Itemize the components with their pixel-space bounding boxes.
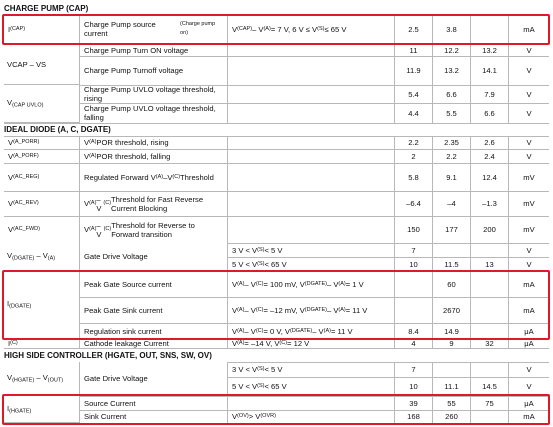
condition-cell: 5 V < V (S) < 65 V [227,377,394,396]
max-cell [470,323,508,339]
typ-cell: 5.5 [432,103,470,123]
typ-cell [432,243,470,257]
description-cell: Charge Pump UVLO voltage threshold, falling [79,103,227,123]
typ-cell: 2670 [432,297,470,323]
min-cell: 5.8 [394,163,432,191]
unit-cell: V [508,149,549,163]
max-cell: 7.9 [470,85,508,103]
max-cell: 2.6 [470,136,508,149]
min-cell: 168 [394,410,432,423]
max-cell: 2.4 [470,149,508,163]
min-cell: 4.4 [394,103,432,123]
unit-cell: V [508,103,549,123]
param-cell: V (AC_REV) [8,199,39,208]
max-cell [470,243,508,257]
table-row [4,396,549,411]
typ-cell: 13.2 [432,56,470,85]
param-idgate: $I_{(DGATE)}$ [4,271,79,339]
max-cell [470,297,508,323]
typ-cell [432,362,470,377]
min-cell: 7 [394,243,432,257]
condition-cell [227,44,394,56]
unit-cell: μA [508,396,549,410]
max-cell: 6.6 [470,103,508,123]
condition-cell: V (CAP) – V (A) = 7 V, 6 V ≤ V (S) ≤ 65 V [227,14,394,44]
unit-cell: mV [508,216,549,243]
unit-cell: V [508,136,549,149]
table-row [4,163,549,192]
min-cell: 150 [394,216,432,243]
typ-cell: 2.2 [432,149,470,163]
unit-cell: V [508,56,549,85]
description-cell: Regulation sink current [79,323,227,339]
min-cell: 5.4 [394,85,432,103]
max-cell [470,362,508,377]
max-cell [470,14,508,44]
min-cell: 10 [394,257,432,271]
condition-cell [227,85,394,103]
unit-cell: mA [508,14,549,44]
unit-cell: mV [508,191,549,216]
table-row [4,323,549,340]
unit-cell: μA [508,339,549,348]
typ-cell: 260 [432,410,470,423]
description-cell: V (A) –V (C) Threshold for Fast Reverse Current Blocking [79,191,227,216]
min-cell: 10 [394,377,432,396]
desc-hgate-drive: Gate Drive Voltage [79,362,227,396]
condition-cell [227,216,394,243]
table-row [4,271,549,298]
table-row [4,216,549,244]
max-cell: 75 [470,396,508,410]
condition-cell [227,136,394,149]
typ-cell: 9 [432,339,470,348]
condition-cell [227,56,394,85]
max-cell: 13.2 [470,44,508,56]
min-cell: 7 [394,362,432,377]
unit-cell: V [508,243,549,257]
param-cell: V (AC_REG) [8,172,40,182]
section-ideal-diode: IDEAL DIODE (A, C, DGATE) [4,123,549,137]
unit-cell: mV [508,163,549,191]
table-row [4,297,549,324]
condition-cell: 3 V < V (S) < 5 V [227,362,394,377]
max-cell [470,410,508,423]
typ-cell: 11.5 [432,257,470,271]
condition-cell: V (A) – V (C) = 100 mV, V (DGATE) – V (A) = 1 V [227,271,394,297]
param-vcap-uvlo: $V_{(CAP UVLO)}$ [4,85,79,123]
min-cell [394,297,432,323]
table-row [4,56,549,86]
unit-cell: V [508,85,549,103]
max-cell [470,271,508,297]
param-ihgate: $I_{(HGATE)}$ [4,396,79,423]
min-cell: 11.9 [394,56,432,85]
param-vcap-vs: VCAP – VS [4,44,79,85]
param-cell: V (A_PORR) [8,138,40,147]
unit-cell: μA [508,323,549,339]
table-row [4,136,549,150]
param-cell: I (CAP) [8,24,26,34]
typ-cell: 9.1 [432,163,470,191]
min-cell: 39 [394,396,432,410]
param-hgate-vout: $V_{(HGATE)} - V_{(OUT)}$ [4,362,79,396]
unit-cell: V [508,257,549,271]
table-row [4,103,549,124]
section-high-side: HIGH SIDE CONTROLLER (HGATE, OUT, SNS, SW, OV) [4,348,549,363]
description-cell: Charge Pump Turnoff voltage [79,56,227,85]
typ-cell: 3.8 [432,14,470,44]
condition-cell [227,103,394,123]
min-cell [394,271,432,297]
condition-cell: 3 V < V (S) < 5 V [227,243,394,257]
description-cell: Cathode leakage Current [79,339,227,348]
condition-cell: V (A) – V (C) = –12 mV, V (DGATE) – V (A) = 11 V [227,297,394,323]
table-row [4,410,549,424]
table-row [4,14,549,45]
typ-cell: 14.9 [432,323,470,339]
unit-cell: mA [508,410,549,423]
max-cell: 14.1 [470,56,508,85]
table-row [4,85,549,104]
max-cell: –1.3 [470,191,508,216]
description-cell: V (A) –V (C) Threshold for Reverse to Forward transition [79,216,227,243]
typ-cell: 12.2 [432,44,470,56]
typ-cell: –4 [432,191,470,216]
description-cell: Source Current [79,396,227,410]
min-cell: 4 [394,339,432,348]
max-cell: 32 [470,339,508,348]
unit-cell: V [508,362,549,377]
condition-cell [227,149,394,163]
param-cell: V (A_PORF) [8,151,39,161]
description-cell: V (A) POR threshold, falling [79,149,227,163]
max-cell: 14.5 [470,377,508,396]
param-cell: I (C) [8,339,18,348]
min-cell: 8.4 [394,323,432,339]
unit-cell: mA [508,271,549,297]
unit-cell: V [508,44,549,56]
desc-dgate-drive: Gate Drive Voltage [79,243,227,271]
description-cell: Charge Pump source current (Charge pump on) [79,14,227,44]
typ-cell: 55 [432,396,470,410]
description-cell: Peak Gate Sink current [79,297,227,323]
condition-cell: V (A) = –14 V, V (C) = 12 V [227,339,394,348]
param-dgate-va: $V_{(DGATE)} - V_{(A)}$ [4,243,79,271]
max-cell: 200 [470,216,508,243]
max-cell: 12.4 [470,163,508,191]
table-row [4,191,549,217]
condition-cell: V (OV) > V (OVR) [227,410,394,423]
description-cell: Regulated Forward V (A) –V (C) Threshold [79,163,227,191]
condition-cell [227,191,394,216]
min-cell: 2 [394,149,432,163]
typ-cell: 2.35 [432,136,470,149]
description-cell: Peak Gate Source current [79,271,227,297]
typ-cell: 60 [432,271,470,297]
condition-cell: V (A) – V (C) = 0 V, V (DGATE) – V (A) = 11 V [227,323,394,339]
condition-cell [227,163,394,191]
table-row [4,149,549,164]
typ-cell: 11.1 [432,377,470,396]
condition-cell [227,396,394,410]
section-charge-pump: CHARGE PUMP (CAP) [4,2,549,15]
condition-cell: 5 V < V (S) < 65 V [227,257,394,271]
unit-cell: mA [508,297,549,323]
description-cell: Sink Current [79,410,227,423]
description-cell: Charge Pump UVLO voltage threshold, rising [79,85,227,103]
description-cell: Charge Pump Turn ON voltage [79,44,227,56]
typ-cell: 177 [432,216,470,243]
description-cell: V (A) POR threshold, rising [79,136,227,149]
min-cell: –6.4 [394,191,432,216]
min-cell: 2.2 [394,136,432,149]
param-cell: V (AC_FWD) [8,225,40,234]
typ-cell: 6.6 [432,85,470,103]
min-cell: 2.5 [394,14,432,44]
max-cell: 13 [470,257,508,271]
min-cell: 11 [394,44,432,56]
unit-cell: V [508,377,549,396]
